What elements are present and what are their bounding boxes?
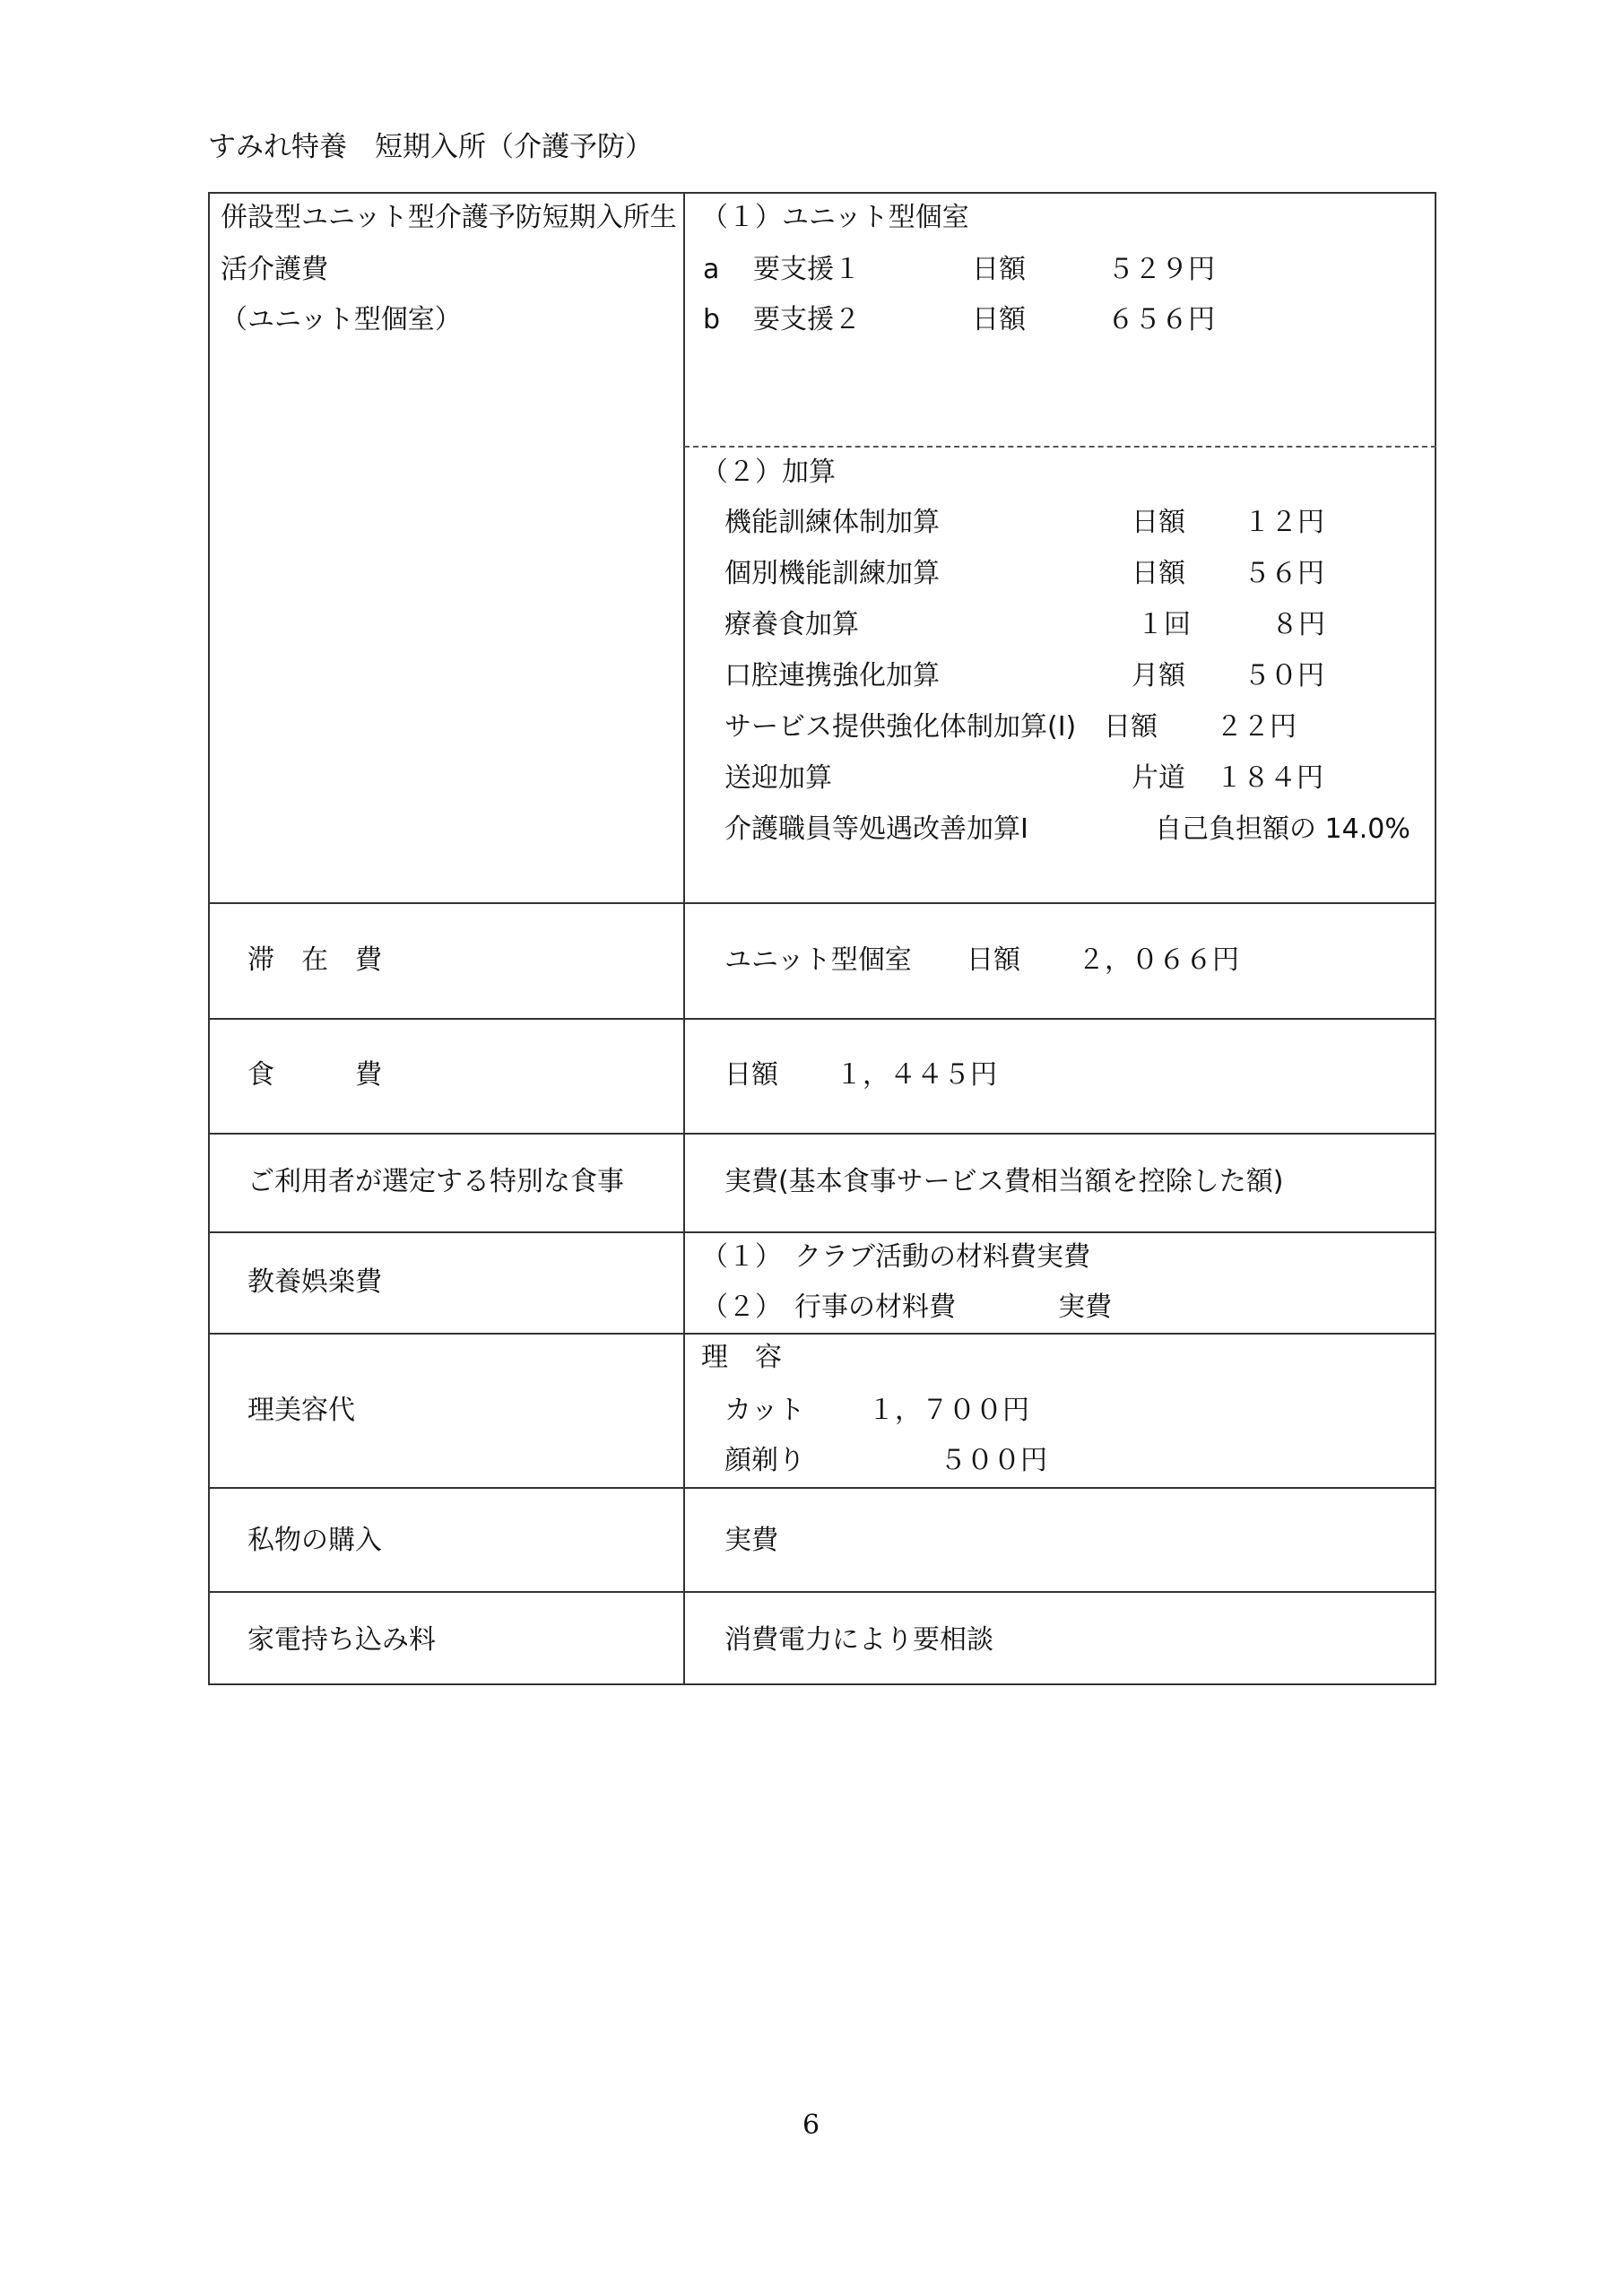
addon-unit: 片道 bbox=[1132, 762, 1185, 794]
addon-name: 療養食加算 bbox=[724, 609, 859, 640]
table-border-bottom bbox=[208, 1683, 1436, 1685]
recreation-item-name: クラブ活動の材料費 bbox=[794, 1241, 1037, 1273]
addon-name: サービス提供強化体制加算(Ⅰ) bbox=[724, 711, 1077, 743]
section-divider-dashed bbox=[684, 446, 1436, 448]
addon-name: 口腔連携強化加算 bbox=[724, 660, 940, 691]
personal-label: 私物の購入 bbox=[247, 1525, 382, 1556]
item-prefix: b bbox=[703, 304, 721, 335]
addon-unit: 日額 bbox=[1104, 711, 1158, 743]
addon-name: 介護職員等処遇改善加算Ⅰ bbox=[724, 813, 1028, 845]
addon-unit: 日額 bbox=[1132, 507, 1185, 538]
service-label-line3: （ユニット型個室） bbox=[221, 304, 462, 335]
row-divider bbox=[208, 1133, 1436, 1135]
column-divider bbox=[683, 192, 685, 1685]
row-divider bbox=[208, 1591, 1436, 1593]
table-border-right bbox=[1435, 192, 1436, 1685]
addon-price: ５０円 bbox=[1244, 660, 1324, 691]
item-prefix: a bbox=[703, 254, 720, 285]
recreation-item-value: 実費 bbox=[1058, 1292, 1112, 1323]
stay-unit: 日額 bbox=[967, 944, 1020, 976]
addon-price: １２円 bbox=[1244, 507, 1324, 538]
stay-type: ユニット型個室 bbox=[724, 944, 912, 976]
addon-unit: １回 bbox=[1137, 609, 1191, 640]
special-meal-label: ご利用者が選定する特別な食事 bbox=[247, 1166, 624, 1197]
section1-title: （１）ユニット型個室 bbox=[701, 202, 969, 233]
recreation-item-name: 行事の材料費 bbox=[794, 1292, 956, 1323]
recreation-item-num: （２） bbox=[701, 1292, 782, 1323]
addon-name: 個別機能訓練加算 bbox=[724, 558, 940, 589]
stay-label: 滞 在 費 bbox=[247, 944, 382, 976]
recreation-label: 教養娯楽費 bbox=[247, 1266, 382, 1298]
barber-title: 理 容 bbox=[701, 1342, 782, 1373]
section2-title: （２）加算 bbox=[701, 457, 836, 488]
addon-unit: 日額 bbox=[1132, 558, 1185, 589]
meal-unit: 日額 bbox=[724, 1059, 778, 1091]
item-unit: 日額 bbox=[972, 304, 1026, 335]
row-divider bbox=[208, 1018, 1436, 1020]
table-border-left bbox=[208, 192, 210, 1685]
barber-label: 理美容代 bbox=[247, 1395, 355, 1426]
barber-item-name: カット bbox=[724, 1395, 805, 1426]
item-price: ６５６円 bbox=[1107, 304, 1215, 335]
item-name: 要支援１ bbox=[753, 254, 861, 285]
page-number: 6 bbox=[802, 2109, 820, 2141]
appliance-value: 消費電力により要相談 bbox=[724, 1624, 993, 1656]
table-border-top bbox=[208, 192, 1436, 194]
row-divider bbox=[208, 1333, 1436, 1335]
barber-item-name: 顔剃り bbox=[724, 1445, 805, 1476]
row-divider bbox=[208, 1487, 1436, 1489]
recreation-item-num: （１） bbox=[701, 1241, 782, 1273]
addon-price: １８４円 bbox=[1216, 762, 1323, 794]
meal-label: 食 費 bbox=[247, 1059, 382, 1091]
special-meal-value: 実費(基本食事サービス費相当額を控除した額) bbox=[724, 1166, 1284, 1197]
item-name: 要支援２ bbox=[753, 304, 861, 335]
appliance-label: 家電持ち込み料 bbox=[247, 1624, 436, 1656]
barber-item-price: １，７００円 bbox=[868, 1395, 1029, 1426]
service-label-line2: 活介護費 bbox=[221, 254, 328, 285]
page-title: すみれ特養 短期入所（介護予防） bbox=[208, 131, 653, 163]
item-unit: 日額 bbox=[972, 254, 1026, 285]
fee-table bbox=[208, 192, 1436, 1685]
addon-price: ２２円 bbox=[1216, 711, 1297, 743]
barber-item-price: ５００円 bbox=[940, 1445, 1047, 1476]
addon-price: 自己負担額の 14.0% bbox=[1155, 813, 1410, 845]
meal-price: １，４４５円 bbox=[836, 1059, 997, 1091]
item-price: ５２９円 bbox=[1107, 254, 1215, 285]
row-divider bbox=[208, 1231, 1436, 1233]
addon-price: ５６円 bbox=[1244, 558, 1324, 589]
service-label-line1: 併設型ユニット型介護予防短期入所生 bbox=[221, 202, 677, 233]
addon-price: ８円 bbox=[1271, 609, 1325, 640]
addon-name: 機能訓練体制加算 bbox=[724, 507, 940, 538]
personal-value: 実費 bbox=[724, 1525, 778, 1556]
row-divider bbox=[208, 902, 1436, 904]
addon-unit: 月額 bbox=[1132, 660, 1185, 691]
addon-name: 送迎加算 bbox=[724, 762, 832, 794]
recreation-item-value: 実費 bbox=[1037, 1241, 1090, 1273]
stay-price: ２，０６６円 bbox=[1078, 944, 1239, 976]
